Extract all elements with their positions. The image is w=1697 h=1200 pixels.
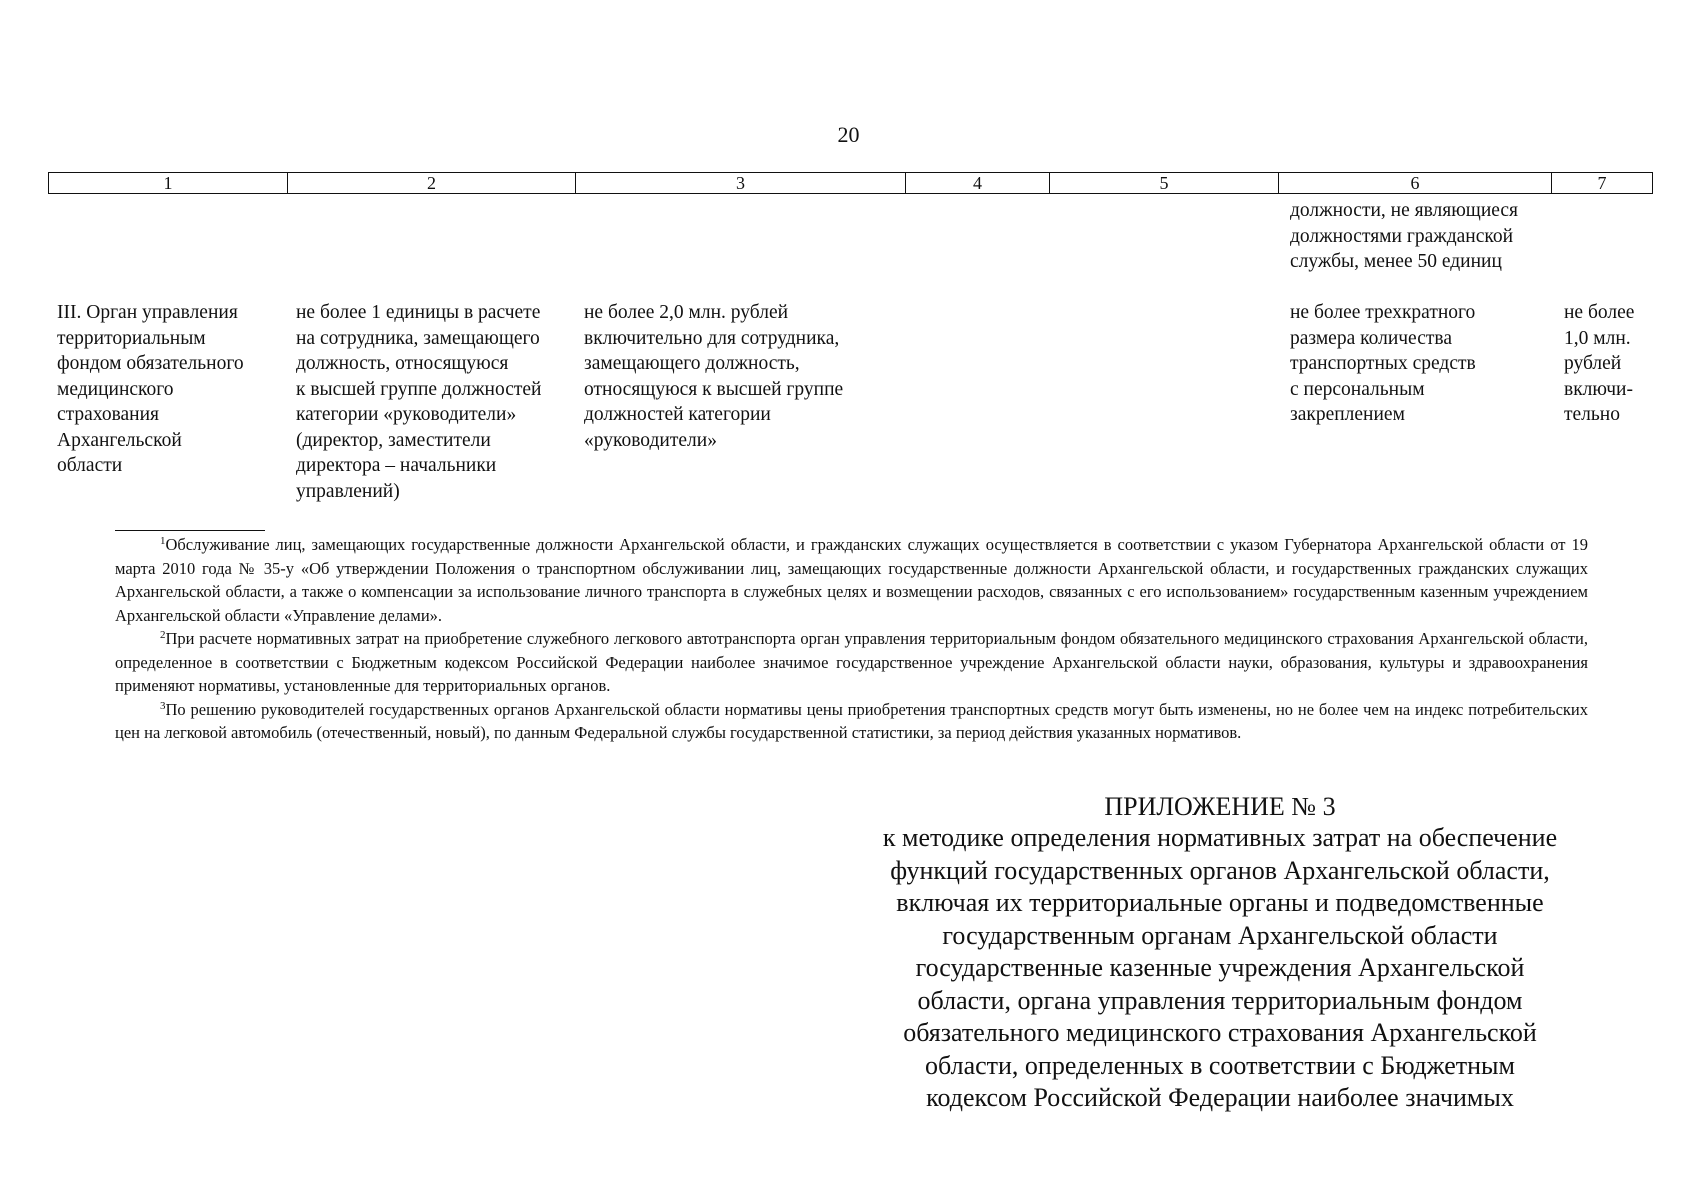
column-number-7: 7 bbox=[1552, 173, 1653, 194]
column-number-6: 6 bbox=[1279, 173, 1552, 194]
appendix-line: функций государственных органов Архангельской области, bbox=[890, 855, 1550, 885]
appendix-line: к методике определения нормативных затрат на обеспечение bbox=[882, 823, 1558, 852]
footnote-mark: 3 bbox=[160, 699, 166, 712]
footnote bbox=[115, 627, 1588, 698]
footnote-text: При расчете нормативных затрат на приобретение служебного легкового автотранспорта орган управления территориальным фондом обязательного медицинского страхования Архангельской области, определенное в соответствии с Бюджетным кодексом Российской Федерации наиболее значимое государственное учреждение Архангельской области науки, образования, культуры и здравоохранения применяют нормативы, установленные для территориальных органов. bbox=[115, 629, 1588, 695]
appendix-line: кодексом Российской Федерации наиболее значимых bbox=[926, 1083, 1514, 1112]
column-number-3: 3 bbox=[576, 173, 906, 194]
appendix-title: ПРИЛОЖЕНИЕ № 3 bbox=[1104, 792, 1336, 821]
appendix-subtitle bbox=[840, 822, 1600, 1115]
appendix-line: области, определенных в соответствии с Бюджетным bbox=[925, 1050, 1515, 1080]
row-cell-vehicle-price: не более 2,0 млн. рублей включительно для сотрудника, замещающего должность, относящуюся к высшей группе должностей категории «руководители» bbox=[584, 302, 844, 451]
footnote bbox=[115, 533, 1588, 627]
footnote bbox=[115, 698, 1588, 745]
footnote-mark: 1 bbox=[160, 535, 166, 547]
row-cell-vehicle-quantity: не более 1 единицы в расчете на сотрудника, замещающего должность, относящуюся к высшей группе должностей категории «руководители» (директор, заместители директора – начальники управлений) bbox=[296, 302, 542, 502]
row-cell-transport-price: не более 1,0 млн. рублей включи- тельно bbox=[1564, 302, 1635, 425]
column-number-1: 1 bbox=[49, 173, 288, 194]
appendix-line: области, органа управления территориальным фондом bbox=[917, 985, 1523, 1015]
column-number-header bbox=[48, 172, 1653, 194]
column-number-4: 4 bbox=[906, 173, 1050, 194]
row-cell-transport-quantity: не более трехкратного размера количества транспортных средств с персональным закреплением bbox=[1290, 302, 1476, 425]
footnote-separator bbox=[115, 530, 265, 531]
page-number: 20 bbox=[837, 122, 860, 147]
footnote-text: По решению руководителей государственных органов Архангельской области нормативы цены приобретения транспортных средств могут быть изменены, но не более чем на индекс потребительских цен на легковой автомобиль (отечественный, новый), по данным Федеральной службы государственной статистики, за период действия указанных нормативов. bbox=[115, 699, 1588, 742]
row-cell-body-name: III. Орган управления территориальным фондом обязательного медицинского страхования Архангельской области bbox=[57, 302, 244, 476]
appendix-line: государственные казенные учреждения Архангельской bbox=[915, 953, 1525, 982]
appendix-line: включая их территориальные органы и подведомственные bbox=[896, 888, 1544, 917]
column-number-2: 2 bbox=[288, 173, 576, 194]
appendix-line: государственным органам Архангельской области bbox=[942, 920, 1498, 950]
footnotes bbox=[115, 533, 1588, 745]
appendix-line: обязательного медицинского страхования Архангельской bbox=[903, 1018, 1537, 1047]
continuation-cell-col6: должности, не являющиеся должностями гражданской службы, менее 50 единиц bbox=[1290, 200, 1519, 272]
column-number-5: 5 bbox=[1050, 173, 1279, 194]
footnote-mark: 2 bbox=[160, 629, 166, 641]
footnote-text: Обслуживание лиц, замещающих государственные должности Архангельской области, и гражданских служащих осуществляется в соответствии с указом Губернатора Архангельской области от 19 марта 2010 года № 35-у «Об утверждении Положения о транспортном обслуживании лиц, замещающих государственные должности Архангельской области, и государственных гражданских служащих Архангельской области, а также о компенсации за использование личного транспорта в служебных целях и возмещении расходов, связанных с его использованием» государственным казенным учреждением Архангельской области «Управление делами». bbox=[115, 535, 1588, 625]
